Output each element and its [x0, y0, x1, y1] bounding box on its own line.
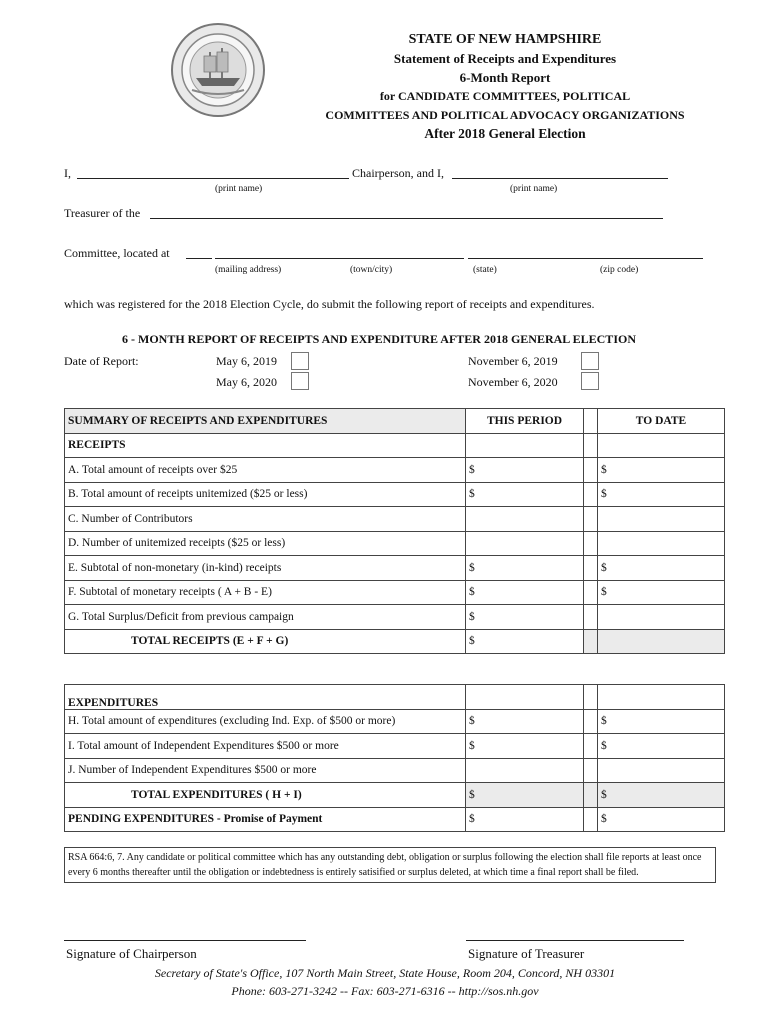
report-heading: 6 - MONTH REPORT OF RECEIPTS AND EXPENDITURE AFTER 2018 GENERAL ELECTION [122, 332, 636, 346]
date-option-label: May 6, 2020 [216, 375, 277, 389]
receipts-title: RECEIPTS [65, 433, 466, 458]
print-name-hint-2: (print name) [510, 184, 558, 194]
spacer-cell [584, 531, 598, 556]
table-row [65, 482, 725, 507]
row-label-f: F. Subtotal of monetary receipts ( A + B - E) [65, 580, 466, 605]
header-committees-line: COMMITTEES AND POLITICAL ADVOCACY ORGANIZATIONS [325, 108, 685, 122]
table-row [65, 758, 725, 783]
row-label-j: J. Number of Independent Expenditures $500 or more [65, 758, 466, 783]
this-period-cell-d[interactable] [466, 531, 584, 556]
spacer-cell [584, 409, 598, 434]
spacer-cell [584, 685, 598, 710]
this-period-cell-j[interactable] [466, 758, 584, 783]
empty-cell [466, 433, 584, 458]
table-row [65, 629, 725, 654]
this-period-cell-c[interactable] [466, 507, 584, 532]
header-state: STATE OF NEW HAMPSHIRE [408, 32, 602, 47]
total-expenditures-this-period[interactable]: $ [466, 783, 584, 808]
mailing-address-hint: (mailing address) [215, 265, 282, 275]
zip-hint: (zip code) [600, 265, 639, 275]
row-label-e: E. Subtotal of non-monetary (in-kind) receipts [65, 556, 466, 581]
total-expenditures-to-date[interactable]: $ [598, 783, 725, 808]
chairperson-label: Chairperson, and I, [352, 166, 444, 180]
print-name-hint-1: (print name) [215, 184, 263, 194]
table-row [65, 580, 725, 605]
spacer-cell [584, 807, 598, 832]
this-period-cell-e[interactable]: $ [466, 556, 584, 581]
date-option-label: November 6, 2020 [468, 375, 558, 389]
to-date-header: TO DATE [598, 409, 725, 434]
this-period-cell-b[interactable]: $ [466, 482, 584, 507]
date-option-label: November 6, 2019 [468, 354, 558, 368]
spacer-cell [584, 758, 598, 783]
row-label-i: I. Total amount of Independent Expenditures $500 or more [65, 734, 466, 759]
table-row [65, 807, 725, 832]
this-period-cell-h[interactable]: $ [466, 709, 584, 734]
footer-address: Secretary of State's Office, 107 North Main Street, State House, Room 204, Concord, NH 03301 [154, 966, 616, 980]
table-row [65, 605, 725, 630]
treasurer-signature-field[interactable] [466, 940, 684, 941]
chairperson-name-field[interactable] [77, 178, 349, 179]
to-date-cell-j[interactable] [598, 758, 725, 783]
spacer-cell [584, 734, 598, 759]
to-date-cell-g[interactable] [598, 605, 725, 630]
this-period-header: THIS PERIOD [466, 409, 584, 434]
this-period-cell-g[interactable]: $ [466, 605, 584, 630]
to-date-cell-e[interactable]: $ [598, 556, 725, 581]
summary-header: SUMMARY OF RECEIPTS AND EXPENDITURES [65, 409, 466, 434]
table-row [65, 709, 725, 734]
table-row [65, 531, 725, 556]
row-label-a: A. Total amount of receipts over $25 [65, 458, 466, 483]
date-of-report-label: Date of Report: [64, 354, 139, 368]
to-date-cell-c[interactable] [598, 507, 725, 532]
total-receipts-this-period[interactable]: $ [466, 629, 584, 654]
treasurer-name-field[interactable] [452, 178, 668, 179]
registration-statement: which was registered for the 2018 Election Cycle, do submit the following report of receipts and expenditures. [64, 297, 595, 311]
footer-contact: Phone: 603-271-3242 -- Fax: 603-271-6316 -- http://sos.nh.gov [231, 984, 539, 998]
row-label-c: C. Number of Contributors [65, 507, 466, 532]
this-period-cell-f[interactable]: $ [466, 580, 584, 605]
to-date-cell-b[interactable]: $ [598, 482, 725, 507]
spacer-cell [584, 709, 598, 734]
header-report: 6-Month Report [459, 70, 551, 85]
empty-cell [466, 685, 584, 710]
row-label-d: D. Number of unitemized receipts ($25 or less) [65, 531, 466, 556]
pending-to-date[interactable]: $ [598, 807, 725, 832]
to-date-cell-d[interactable] [598, 531, 725, 556]
date-checkbox-nov-2020[interactable] [581, 372, 599, 390]
spacer-cell [584, 629, 598, 654]
state-zip-field[interactable] [468, 258, 703, 259]
receipts-table [64, 408, 725, 654]
mailing-address-field[interactable] [215, 258, 464, 259]
total-receipts-to-date-shaded [598, 629, 725, 654]
to-date-cell-h[interactable]: $ [598, 709, 725, 734]
to-date-cell-f[interactable]: $ [598, 580, 725, 605]
this-period-cell-a[interactable]: $ [466, 458, 584, 483]
empty-cell [598, 685, 725, 710]
state-hint: (state) [473, 265, 497, 275]
table-row [65, 734, 725, 759]
pending-expenditures-label: PENDING EXPENDITURES - Promise of Payment [65, 807, 466, 832]
header-election: After 2018 General Election [424, 126, 586, 141]
row-label-h: H. Total amount of expenditures (excluding Ind. Exp. of $500 or more) [65, 709, 466, 734]
header-for-line: for CANDIDATE COMMITTEES, POLITICAL [379, 89, 631, 103]
row-label-b: B. Total amount of receipts unitemized ($25 or less) [65, 482, 466, 507]
spacer-cell [584, 605, 598, 630]
to-date-cell-i[interactable]: $ [598, 734, 725, 759]
table-row [65, 556, 725, 581]
spacer-cell [584, 507, 598, 532]
total-receipts-label: TOTAL RECEIPTS (E + F + G) [65, 629, 466, 654]
rsa-note: RSA 664:6, 7. Any candidate or political committee which has any outstanding debt, obligation or surplus following the election shall file reports at least once every 6 months thereafter until the obligation or indebtedness is entirely satisified or surplus deleted, at which time a final report shall be filed. [64, 847, 716, 883]
treasurer-of-label: Treasurer of the [64, 206, 141, 220]
spacer-cell [584, 556, 598, 581]
committee-located-label: Committee, located at [64, 246, 170, 260]
date-checkbox-nov-2019[interactable] [581, 352, 599, 370]
i-label: I, [64, 166, 71, 180]
town-city-hint: (town/city) [350, 265, 393, 275]
table-row [65, 783, 725, 808]
chairperson-signature-label: Signature of Chairperson [66, 946, 197, 961]
spacer-cell [584, 433, 598, 458]
spacer-cell [584, 458, 598, 483]
address-prefix-field[interactable] [186, 258, 212, 259]
this-period-cell-i[interactable]: $ [466, 734, 584, 759]
pending-this-period[interactable]: $ [466, 807, 584, 832]
treasurer-signature-label: Signature of Treasurer [468, 946, 585, 961]
date-checkbox-may-2020[interactable] [291, 372, 309, 390]
empty-cell [598, 433, 725, 458]
table-row [65, 507, 725, 532]
date-checkbox-may-2019[interactable] [291, 352, 309, 370]
expenditures-table [64, 684, 725, 832]
committee-name-field[interactable] [150, 218, 663, 219]
spacer-cell [584, 783, 598, 808]
chairperson-signature-field[interactable] [64, 940, 306, 941]
total-expenditures-label: TOTAL EXPENDITURES ( H + I) [65, 783, 466, 808]
to-date-cell-a[interactable]: $ [598, 458, 725, 483]
state-seal-icon [170, 22, 266, 118]
spacer-cell [584, 580, 598, 605]
spacer-cell [584, 482, 598, 507]
table-row [65, 458, 725, 483]
date-option-label: May 6, 2019 [216, 354, 277, 368]
expenditures-title: EXPENDITURES [65, 685, 466, 710]
header-title: Statement of Receipts and Expenditures [393, 51, 617, 66]
row-label-g: G. Total Surplus/Deficit from previous campaign [65, 605, 466, 630]
